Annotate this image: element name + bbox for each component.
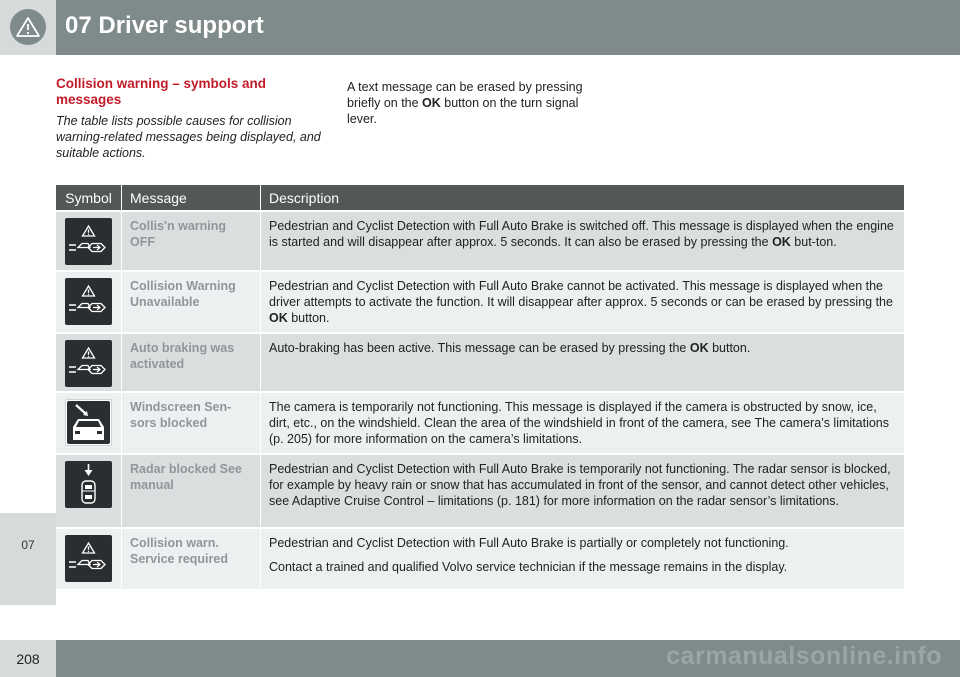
description-cell [260, 270, 904, 332]
table-row [56, 391, 904, 453]
symbol-cell [56, 332, 121, 391]
symbol-cell [56, 527, 121, 589]
chapter-tab[interactable] [0, 513, 56, 605]
column-header-description: Description [260, 185, 904, 210]
message-cell: Windscreen Sen-sors blocked [121, 391, 260, 453]
symbol-cell [56, 391, 121, 453]
description-cell [260, 391, 904, 453]
description-text: Auto-braking has been active. This message can be erased by pressing the [269, 341, 690, 355]
ok-label: OK [772, 235, 791, 249]
column-header-symbol: Symbol [56, 185, 121, 210]
note-text-post: button on the turn signal lever. [347, 96, 579, 126]
description-text: Pedestrian and Cyclist Detection with Full Auto Brake is temporarily not functioning. The radar sensor is blocked, for example by heavy rain or snow that has accumulated in front of the sensor, and cannot detect other vehicles, see Adaptive Cruise Control – limitations (p. 181) for more information on the radar sensor’s limitations. [269, 462, 891, 508]
message-cell: Radar blocked See manual [121, 453, 260, 527]
collision-warning-icon [65, 278, 112, 325]
ok-label: OK [269, 311, 288, 325]
radar-sensor-icon [65, 461, 112, 508]
header-icon-tab [0, 0, 56, 55]
description-text: Pedestrian and Cyclist Detection with Full Auto Brake is switched off. This message is displayed when the engine is started and will disappear after approx. 5 seconds. It can also be erased by pressing the [269, 219, 894, 249]
description-cell [260, 453, 904, 527]
section-intro [56, 76, 321, 161]
collision-warning-icon [65, 340, 112, 387]
chapter-number: 07 [21, 538, 35, 552]
page-footer [0, 640, 960, 677]
table-row [56, 210, 904, 270]
note-ok-label: OK [422, 96, 441, 110]
table-row [56, 527, 904, 589]
ok-label: OK [689, 341, 709, 355]
description-cell [260, 210, 904, 270]
description-cell [260, 527, 904, 589]
footer-tab [0, 640, 56, 677]
description-text: The camera is temporarily not functioning. This message is displayed if the camera is obstructed by snow, ice, dirt, etc., on the windshield. Clean the area of the windshield in front of the camera, see The camera’s limitations (p. 205) for more information on the camera’s limitations. [269, 400, 890, 446]
warning-triangle-icon [10, 9, 46, 45]
section-title: Collision warning – symbols and messages [56, 76, 267, 107]
description-cell [260, 332, 904, 391]
symbol-cell [56, 453, 121, 527]
erase-note [347, 79, 609, 127]
watermark: carmanualsonline.info [666, 642, 942, 670]
symbol-cell [56, 270, 121, 332]
windscreen-camera-icon [65, 399, 112, 446]
message-cell: Collision warn. Service required [121, 527, 260, 589]
table-row [56, 453, 904, 527]
table-row [56, 270, 904, 332]
collision-warning-icon [65, 535, 112, 582]
table-row [56, 332, 904, 391]
page-header [0, 0, 960, 55]
description-text-end: button. [708, 341, 751, 355]
description-text: Pedestrian and Cyclist Detection with Full Auto Brake cannot be activated. This message is displayed when the driver attempts to activate the function. It will disappear after approx. 5 seconds or can be erased by pressing the [269, 279, 893, 309]
symbol-cell [56, 210, 121, 270]
message-cell: Collision Warning Unavailable [121, 270, 260, 332]
description-text: Pedestrian and Cyclist Detection with Full Auto Brake is partially or completely not functioning. [269, 536, 789, 550]
column-header-message: Message [121, 185, 260, 210]
symbols-messages-table [56, 185, 904, 589]
message-cell: Auto braking was activated [121, 332, 260, 391]
table-header-row [56, 185, 904, 210]
collision-warning-icon [65, 218, 112, 265]
message-cell: Collis'n warning OFF [121, 210, 260, 270]
chapter-sidebar [0, 55, 56, 640]
description-text-end: button. [287, 311, 330, 325]
section-intro-text: The table lists possible causes for collision warning-related messages being displayed, and suitable actions. [56, 114, 321, 160]
page-title: 07 Driver support [65, 12, 264, 39]
description-text-end: but-ton. [790, 235, 837, 249]
description-text-extra: Contact a trained and qualified Volvo service technician if the message remains in the display. [269, 560, 788, 574]
page-number: 208 [16, 651, 40, 667]
note-text-pre: A text message can be erased by pressing briefly on the [347, 80, 583, 110]
